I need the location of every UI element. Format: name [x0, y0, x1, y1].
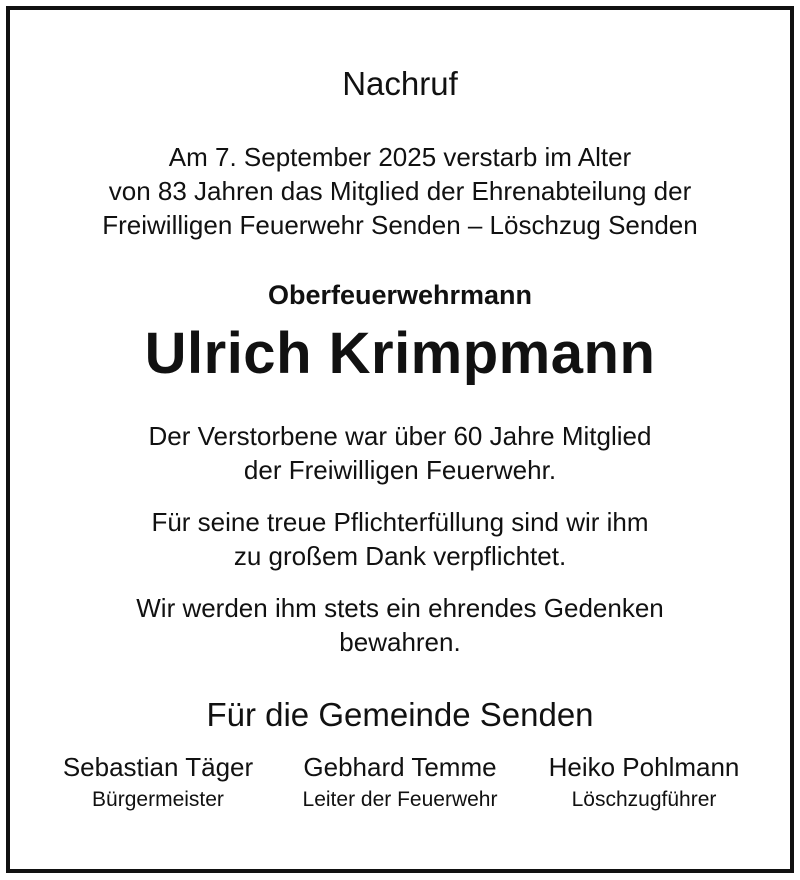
intro-line-1: Am 7. September 2025 verstarb im Alter [168, 142, 632, 172]
signatory-role: Leiter der Feuerwehr [302, 788, 498, 811]
signatory-3 [530, 750, 758, 814]
signatory-1 [42, 750, 274, 814]
signatory-name: Gebhard Temme [303, 752, 497, 782]
paragraph-remembrance-line-1: Wir werden ihm stets ein ehrendes Gedenken [136, 593, 664, 623]
signatory-name: Heiko Pohlmann [548, 752, 740, 782]
deceased-name: Ulrich Krimpmann [144, 321, 656, 386]
paragraph-membership-line-1: Der Verstorbene war über 60 Jahre Mitglied [148, 421, 652, 451]
intro-line-2: von 83 Jahren das Mitglied der Ehrenabteilung der [108, 176, 692, 206]
notice-heading: Nachruf [342, 65, 458, 102]
signatory-2 [282, 750, 518, 814]
signatory-name: Sebastian Täger [62, 752, 254, 782]
paragraph-gratitude-line-2: zu großem Dank verpflichtet. [233, 541, 567, 571]
signatory-role: Löschzugführer [571, 788, 717, 811]
signatory-role: Bürgermeister [92, 788, 224, 811]
paragraph-membership-line-2: der Freiwilligen Feuerwehr. [243, 455, 557, 485]
deceased-rank: Oberfeuerwehrmann [267, 280, 533, 310]
paragraph-gratitude-line-1: Für seine treue Pflichterfüllung sind wir ihm [151, 507, 649, 537]
closing-line: Für die Gemeinde Senden [206, 696, 594, 733]
paragraph-remembrance-line-2: bewahren. [339, 627, 461, 657]
intro-line-3: Freiwilligen Feuerwehr Senden – Löschzug Senden [102, 210, 698, 240]
